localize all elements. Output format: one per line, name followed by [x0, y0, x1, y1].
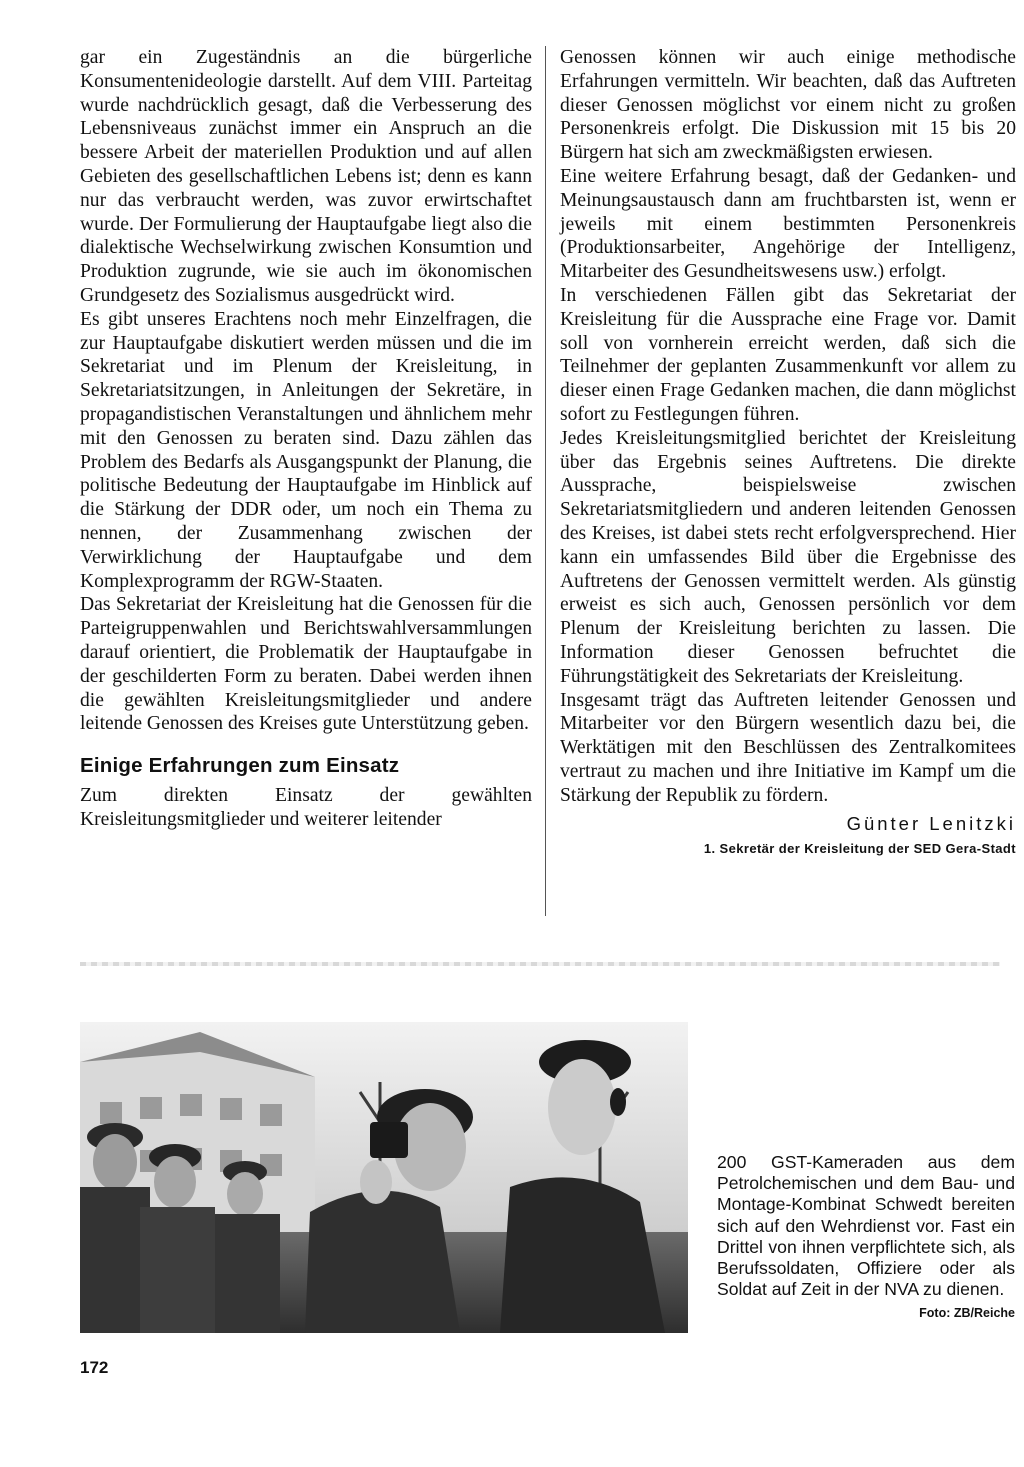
section-rule	[80, 962, 1000, 966]
right-column	[560, 46, 1016, 861]
body-paragraph: gar ein Zugeständnis an die bürgerliche Konsumentenideologie darstellt. Auf dem VIII. Parteitag wurde nachdrücklich gesagt, daß die Verbesserung des Lebensniveaus zunächst immer ein Anspruch an die bessere Arbeit der materiellen Produktion und auf allen Gebieten des gesellschaftlichen Lebens ist; denn es kann nur das verbraucht werden, was zuvor erwirtschaftet wurde. Der Formulierung der Hauptaufgabe liegt also die dialektische Wechselwirkung zwischen Konsumtion und Produktion zugrunde, wie sie auch im ökonomischen Grundgesetz des Sozialismus ausgedrückt wird.	[80, 47, 532, 306]
body-paragraph: Jedes Kreisleitungsmitglied berichtet der Kreisleitung über das Ergebnis seines Auftretens. Die direkte Aussprache, beispielsweise zwischen Sekretariatsmitgliedern und anderen leitenden Genossen des Kreises, ist dabei stets recht erfolgversprechend. Hier kann ein umfassendes Bild über die Ergebnisse des Auftretens der Genossen vermittelt werden. Als günstig erweist es sich auch, Genossen persönlich vor dem Plenum der Kreisleitung berichten zu lassen. Die Information dieser Genossen befruchtet die Führungstätigkeit des Sekretariats der Kreisleitung.	[560, 427, 1016, 687]
body-paragraph: Insgesamt trägt das Auftreten leitender Genossen und Mitarbeiter vor den Bürgern wesentlich dazu bei, die Werktätigen mit den Beschlüssen des Zentralkomitees vertraut zu machen und ihre Initiative im Kampf um die Stärkung der Republik zu fördern.	[560, 689, 1016, 806]
column-divider	[545, 46, 546, 916]
author-role: 1. Sekretär der Kreisleitung der SED Gera-Stadt	[703, 841, 1016, 857]
body-paragraph: Eine weitere Erfahrung besagt, daß der Gedanken- und Meinungsaustausch dann am fruchtbarsten ist, wenn er jeweils mit einem bestimmten Personenkreis (Produktionsarbeiter, Angehörige der Intelligenz, Mitarbeiter des Gesundheitswesens usw.) erfolgt.	[560, 165, 1016, 283]
body-paragraph: In verschiedenen Fällen gibt das Sekretariat der Kreisleitung für die Aussprache eine Frage vor. Damit soll von vornherein erreicht werden, daß sich die Teilnehmer der geplanten Zusammenkunft vor allem zu dieser einen Frage Gedanken machen, die dann möglichst sofort zu Festlegungen führen.	[560, 284, 1016, 425]
page-number: 172	[80, 1358, 109, 1377]
photo-credit: Foto: ZB/Reiche	[919, 1306, 1015, 1320]
body-paragraph: Zum direkten Einsatz der gewählten Kreisleitungsmitglieder und weiterer leitender	[80, 784, 532, 830]
news-photo	[80, 1022, 688, 1333]
body-paragraph: Das Sekretariat der Kreisleitung hat die Genossen für die Parteigruppenwahlen und Berichtswahlversammlungen darauf orientiert, die Problematik der Hauptaufgabe in der geschilderten Form zu beraten. Dabei werden ihnen die gewählten Kreisleitungsmitglieder und andere leitende Genossen des Kreises gute Unterstützung geben.	[80, 594, 532, 735]
body-paragraph: Genossen können wir auch einige methodische Erfahrungen vermitteln. Wir beachten, daß das Auftreten dieser Genossen möglichst vor einem nicht zu großen Personenkreis erfolgt. Die Diskussion mit 15 bis 20 Bürgern hat sich am zweckmäßigsten erwiesen.	[560, 47, 1016, 164]
left-column	[80, 46, 532, 832]
body-paragraph: Es gibt unseres Erachtens noch mehr Einzelfragen, die zur Hauptaufgabe diskutiert werden müssen und die im Sekretariat und im Plenum der Kreisleitung, in Sekretariatsitzungen, in Anleitungen der Sekretäre, in propagandistischen Veranstaltungen und ähnlichem mehr mit den Genossen zu beraten sind. Dazu zählen das Problem des Bedarfs als Ausgangspunkt der Planung, die politische Bedeutung der Hauptaufgabe im Hinblick auf die Stärkung der DDR oder, um noch ein Thema zu nennen, der Zusammenhang zwischen der Verwirklichung der Hauptaufgabe und dem Komplexprogramm der RGW-Staaten.	[80, 308, 532, 592]
author-name: Günter Lenitzki	[846, 812, 1016, 834]
section-heading: Einige Erfahrungen zum Einsatz	[80, 754, 400, 778]
photo-caption: 200 GST-Kameraden aus dem Petrolchemischen und dem Bau- und Montage-Kombinat Schwedt bereiten sich auf den Wehrdienst vor. Fast ein Drittel von ihnen verpflichtete sich, als Berufssoldaten, Offiziere oder als Soldat auf Zeit in der NVA zu dienen.	[717, 1152, 1015, 1300]
